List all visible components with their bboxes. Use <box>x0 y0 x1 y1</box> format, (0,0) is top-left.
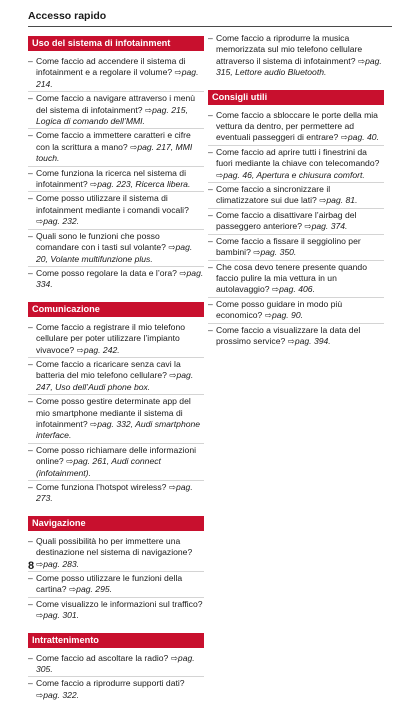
page-reference[interactable]: ⇨ pag. 283. <box>36 559 79 569</box>
list-item: – Come funziona la ricerca nel sistema di infotainment? ⇨ pag. 223, Ricerca libera. <box>28 168 204 193</box>
section-infotainment <box>28 36 204 292</box>
page-reference[interactable]: ⇨ pag. 242. <box>77 345 120 355</box>
section-title: Uso del sistema di infotainment <box>28 36 204 51</box>
list-item: – Come faccio a ricaricare senza cavi la batteria del mio telefono cellulare? ⇨ pag. 247, Uso dell’Audi phone box. <box>28 359 204 395</box>
section-intrattenimento <box>28 633 204 703</box>
page-reference[interactable]: ⇨ pag. 40. <box>341 132 379 142</box>
list-item: – Come faccio a sbloccare le porte della mia vettura da dentro, per permettere ad eventuali passeggeri di entrare? ⇨ pag. 40. <box>208 110 384 146</box>
page-reference[interactable]: ⇨ pag. 217, MMI touch. <box>36 142 192 163</box>
page-reference[interactable]: ⇨ pag. 20, Volante multifunzione plus. <box>36 242 192 263</box>
page-reference[interactable]: ⇨ pag. 322. <box>36 690 79 700</box>
page-reference[interactable]: ⇨ pag. 374. <box>304 221 347 231</box>
page-reference[interactable]: ⇨ pag. 394. <box>288 336 331 346</box>
right-column <box>208 33 384 358</box>
list-item: – Come posso utilizzare le funzioni della cartina? ⇨ pag. 295. <box>28 573 204 598</box>
page-reference[interactable]: ⇨ pag. 332, Audi smartphone interface. <box>36 419 200 440</box>
list-item: – Come posso guidare in modo più economico? ⇨ pag. 90. <box>208 299 384 324</box>
list-item: – Quali sono le funzioni che posso comandare con i tasti sul volante? ⇨ pag. 20, Volante multifunzione plus. <box>28 231 204 267</box>
list-item: – Come posso utilizzare il sistema di infotainment mediante i comandi vocali? ⇨ pag. 232. <box>28 193 204 229</box>
page-reference[interactable]: ⇨ pag. 214. <box>36 67 198 88</box>
list-item: – Come faccio a fissare il seggiolino per bambini? ⇨ pag. 350. <box>208 236 384 261</box>
list-item: – Come posso regolare la data e l’ora? ⇨ pag. 334. <box>28 268 204 292</box>
section-comunicazione <box>28 302 204 506</box>
page-reference[interactable]: ⇨ pag. 81. <box>319 195 357 205</box>
page-reference[interactable]: ⇨ pag. 46, Apertura e chiusura comfort. <box>216 170 365 180</box>
page-reference[interactable]: ⇨ pag. 305. <box>36 653 195 674</box>
page-reference[interactable]: ⇨ pag. 315, Lettore audio Bluetooth. <box>216 56 382 77</box>
list-item: – Come faccio a registrare il mio telefono cellulare per poter utilizzare l’impianto vivavoce? ⇨ pag. 242. <box>28 322 204 358</box>
list-item: – Come posso gestire determinate app del mio smartphone mediante il sistema di infotainment? ⇨ pag. 332, Audi smartphone interface. <box>28 396 204 444</box>
page-reference[interactable]: ⇨ pag. 350. <box>253 247 296 257</box>
section-navigazione <box>28 516 204 623</box>
section-consigli-utili <box>208 90 384 349</box>
list-item: – Come faccio ad aprire tutti i finestrini da fuori mediante la chiave con telecomando? ⇨ pag. 46, Apertura e chiusura comfort. <box>208 147 384 183</box>
page-reference[interactable]: ⇨ pag. 334. <box>36 268 203 289</box>
list-item: – Come faccio a disattivare l’airbag del passeggero anteriore? ⇨ pag. 374. <box>208 210 384 235</box>
list-item: – Come visualizzo le informazioni sul traffico? ⇨ pag. 301. <box>28 599 204 623</box>
list-item: – Come funziona l’hotspot wireless? ⇨ pag. 273. <box>28 482 204 506</box>
page-reference[interactable]: ⇨ pag. 90. <box>265 310 303 320</box>
page-reference[interactable]: ⇨ pag. 247, Uso dell’Audi phone box. <box>36 370 193 391</box>
list-item: – Come faccio a sincronizzare il climatizzatore sui due lati? ⇨ pag. 81. <box>208 184 384 209</box>
page-reference[interactable]: ⇨ pag. 295. <box>69 584 112 594</box>
page-reference[interactable]: ⇨ pag. 273. <box>36 482 193 503</box>
page-reference[interactable]: ⇨ pag. 261, Audi connect (infotainment). <box>36 456 161 477</box>
page-reference[interactable]: ⇨ pag. 215, Logica di comando dell’MMI. <box>36 105 188 126</box>
section-intrattenimento-continued <box>208 33 384 80</box>
left-column <box>28 36 204 712</box>
section-title: Intrattenimento <box>28 633 204 648</box>
section-title: Navigazione <box>28 516 204 531</box>
page-reference[interactable]: ⇨ pag. 223, Ricerca libera. <box>90 179 190 189</box>
page-reference[interactable]: ⇨ pag. 232. <box>36 216 79 226</box>
list-item: – Come faccio a navigare attraverso i menù del sistema di infotainment? ⇨ pag. 215, Logica di comando dell’MMI. <box>28 93 204 129</box>
list-item: – Come faccio a visualizzare la data del prossimo service? ⇨ pag. 394. <box>208 325 384 349</box>
page-reference[interactable]: ⇨ pag. 406. <box>272 284 315 294</box>
page-header-title: Accesso rapido <box>28 10 392 27</box>
list-item: – Che cosa devo tenere presente quando faccio pulire la mia vettura in un autolavaggio? ⇨ pag. 406. <box>208 262 384 298</box>
page-reference[interactable]: ⇨ pag. 301. <box>36 610 79 620</box>
list-item: – Come faccio a immettere caratteri e cifre con la scrittura a mano? ⇨ pag. 217, MMI touch. <box>28 130 204 166</box>
list-item: – Quali possibilità ho per immettere una destinazione nel sistema di navigazione? ⇨ pag. 283. <box>28 536 204 572</box>
page-number: 8 <box>28 560 35 572</box>
list-item: – Come posso richiamare delle informazioni online? ⇨ pag. 261, Audi connect (infotainment). <box>28 445 204 481</box>
list-item: – Come faccio a riprodurre supporti dati? ⇨ pag. 322. <box>28 678 204 702</box>
list-item: – Come faccio ad accendere il sistema di infotainment e a regolare il volume? ⇨ pag. 214. <box>28 56 204 92</box>
section-title: Consigli utili <box>208 90 384 105</box>
list-item: – Come faccio a riprodurre la musica memorizzata sul mio telefono cellulare attraverso il sistema di infotainment? ⇨ pag. 315, Lettore audio Bluetooth. <box>208 33 384 80</box>
section-title: Comunicazione <box>28 302 204 317</box>
list-item: – Come faccio ad ascoltare la radio? ⇨ pag. 305. <box>28 653 204 678</box>
